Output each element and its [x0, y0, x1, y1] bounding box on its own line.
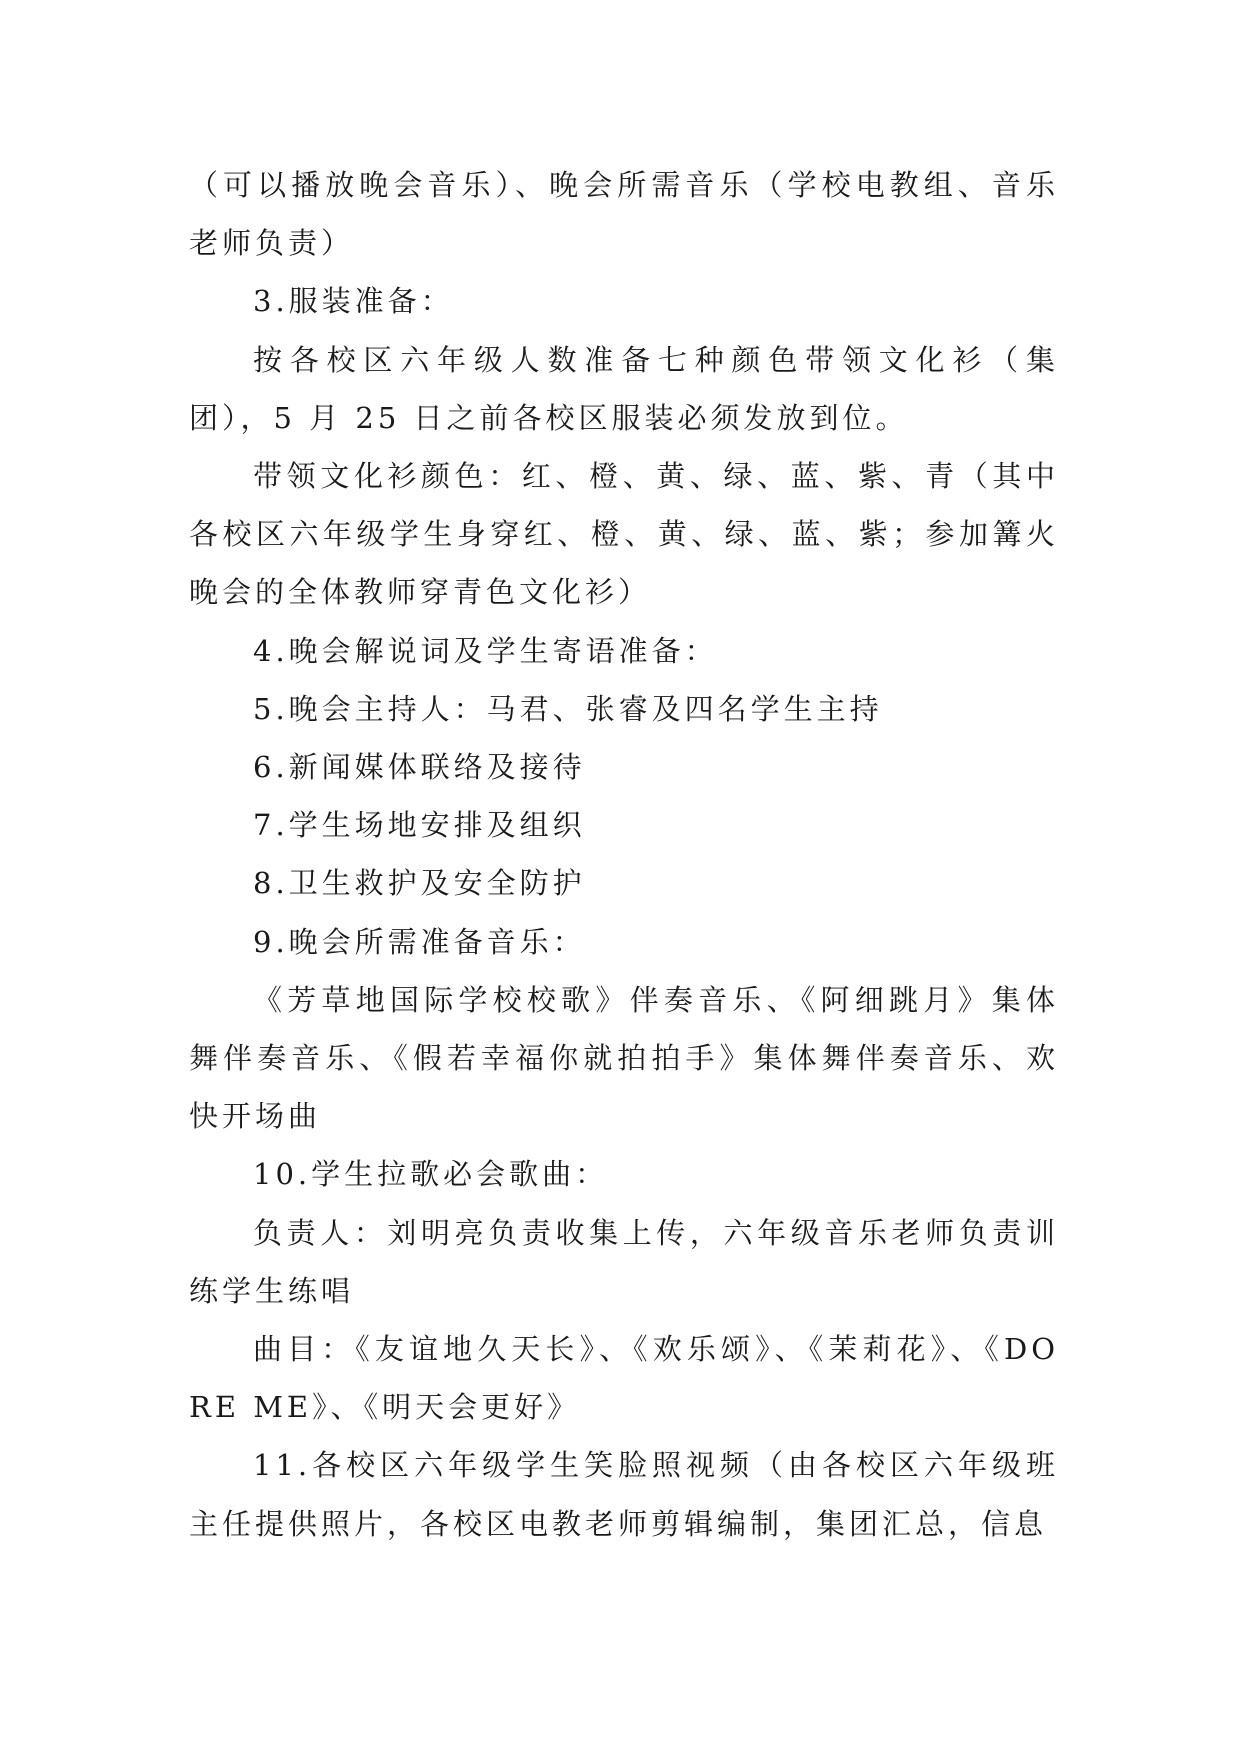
- paragraph-costume-details: 按各校区六年级人数准备七种颜色带领文化衫（集团），5 月 25 日之前各校区服装必须发放到位。: [189, 342, 1059, 435]
- paragraph-music-list: 《芳草地国际学校校歌》伴奏音乐、《阿细跳月》集体舞伴奏音乐、《假若幸福你就拍拍手》集体舞伴奏音乐、欢快开场曲: [189, 982, 1059, 1134]
- heading-venue: 7.学生场地安排及组织: [253, 808, 586, 843]
- paragraph-songs-responsible: 负责人：刘明亮负责收集上传，六年级音乐老师负责训练学生练唱: [189, 1215, 1059, 1308]
- heading-hosts: 5.晚会主持人：马君、张睿及四名学生主持: [253, 691, 883, 726]
- paragraph-shirt-colors: 带领文化衫颜色：红、橙、黄、绿、蓝、紫、青（其中各校区六年级学生身穿红、橙、黄、绿、蓝、紫；参加篝火晚会的全体教师穿青色文化衫）: [189, 459, 1059, 610]
- heading-commentary: 4.晚会解说词及学生寄语准备：: [253, 633, 718, 668]
- heading-costume-preparation: 3.服装准备：: [253, 284, 454, 319]
- heading-safety: 8.卫生救护及安全防护: [253, 866, 586, 901]
- paragraph-music-continued: （可以播放晚会音乐）、晚会所需音乐（学校电教组、音乐老师负责）: [189, 168, 1059, 261]
- heading-songs: 10.学生拉歌必会歌曲：: [253, 1157, 609, 1192]
- document-body: [189, 156, 1059, 1553]
- paragraph-smile-video: 11.各校区六年级学生笑脸照视频（由各校区六年级班主任提供照片，各校区电教老师剪辑编制，集团汇总，信息: [189, 1448, 1059, 1541]
- paragraph-songs-list: 曲目：《友谊地久天长》、《欢乐颂》、《茉莉花》、《DO RE ME》、《明天会更好》: [189, 1332, 1059, 1425]
- heading-media: 6.新闻媒体联络及接待: [253, 750, 586, 785]
- heading-music: 9.晚会所需准备音乐：: [253, 924, 586, 959]
